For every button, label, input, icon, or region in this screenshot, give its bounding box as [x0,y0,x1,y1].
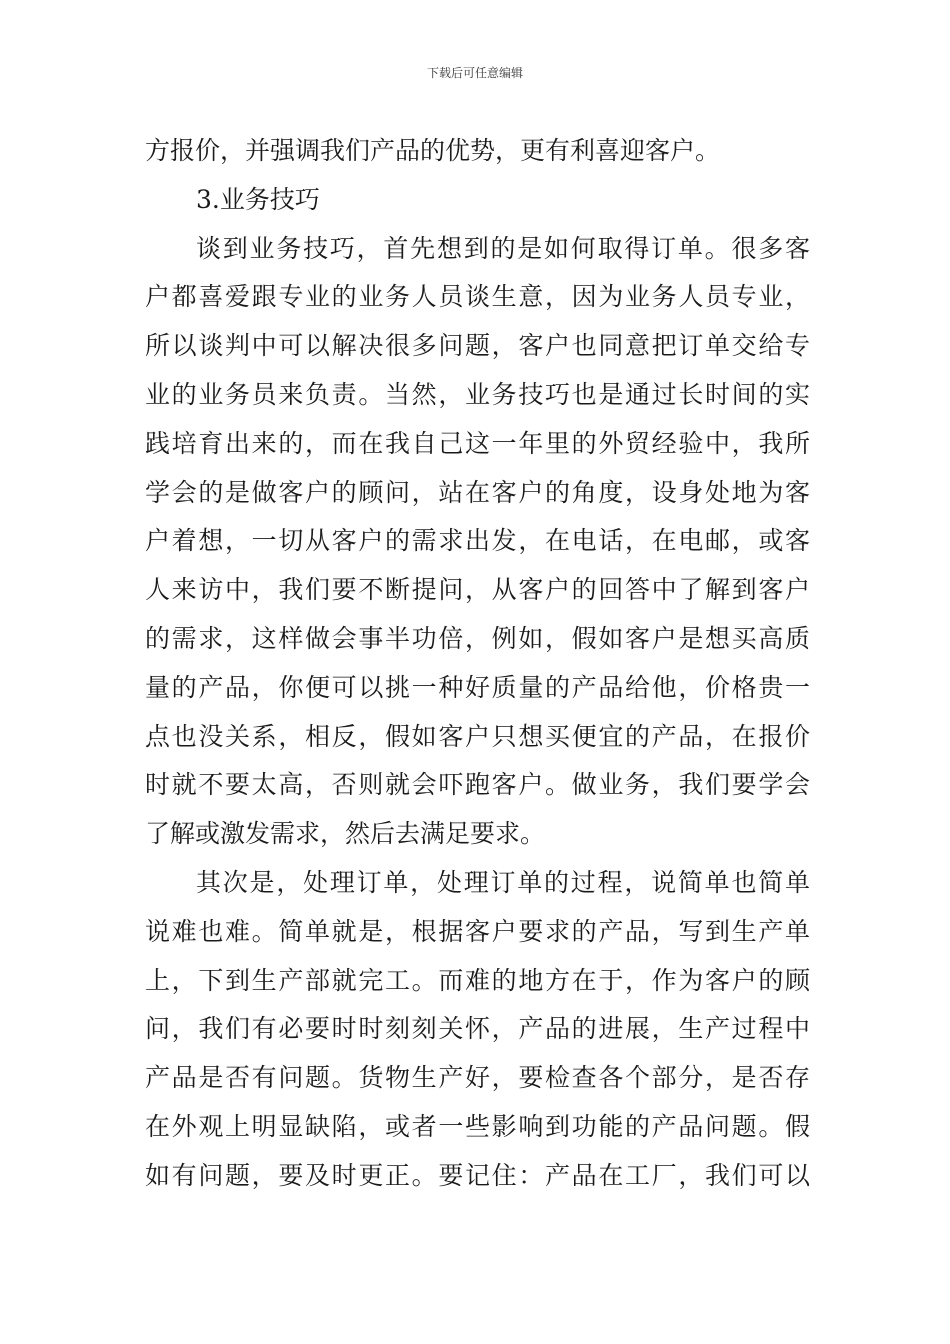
text-line: 业的业务员来负责。当然，业务技巧也是通过长时间的实 [145,379,810,409]
document-body [145,127,810,1201]
text-line: 量的产品，你便可以挑一种好质量的产品给他，价格贵一 [145,672,810,702]
text-line: 产品是否有问题。货物生产好，要检查各个部分，是否存 [145,1063,810,1093]
section-heading: 3.业务技巧 [196,184,320,214]
text-line: 点也没关系，相反，假如客户只想买便宜的产品，在报价 [145,721,810,751]
text-line: 时就不要太高，否则就会吓跑客户。做业务，我们要学会 [145,770,810,800]
paragraph-first-line: 其次是，处理订单，处理订单的过程，说简单也简单 [196,867,810,897]
text-line: 方报价，并强调我们产品的优势，更有利喜迎客户。 [145,136,721,165]
text-line: 的需求，这样做会事半功倍，例如，假如客户是想买高质 [145,623,810,653]
text-line: 如有问题，要及时更正。要记住：产品在工厂，我们可以 [145,1160,810,1190]
paragraph-first-line: 谈到业务技巧，首先想到的是如何取得订单。很多客 [196,233,810,263]
text-line: 践培育出来的，而在我自己这一年里的外贸经验中，我所 [145,428,810,458]
text-line: 户着想，一切从客户的需求出发，在电话，在电邮，或客 [145,526,810,556]
text-line: 学会的是做客户的顾问，站在客户的角度，设身处地为客 [145,477,810,507]
text-line: 了解或激发需求，然后去满足要求。 [145,819,546,849]
text-line: 上，下到生产部就完工。而难的地方在于，作为客户的顾 [145,965,810,995]
text-line: 问，我们有必要时时刻刻关怀，产品的进展，生产过程中 [145,1014,810,1044]
text-line: 说难也难。简单就是，根据客户要求的产品，写到生产单 [145,916,810,946]
text-line: 人来访中，我们要不断提问，从客户的回答中了解到客户 [145,575,810,605]
page-header-note: 下载后可任意编辑 [426,66,523,80]
text-line: 所以谈判中可以解决很多问题，客户也同意把订单交给专 [145,331,810,361]
text-line: 户都喜爱跟专业的业务人员谈生意，因为业务人员专业， [145,282,810,312]
text-line: 在外观上明显缺陷，或者一些影响到功能的产品问题。假 [145,1111,810,1141]
